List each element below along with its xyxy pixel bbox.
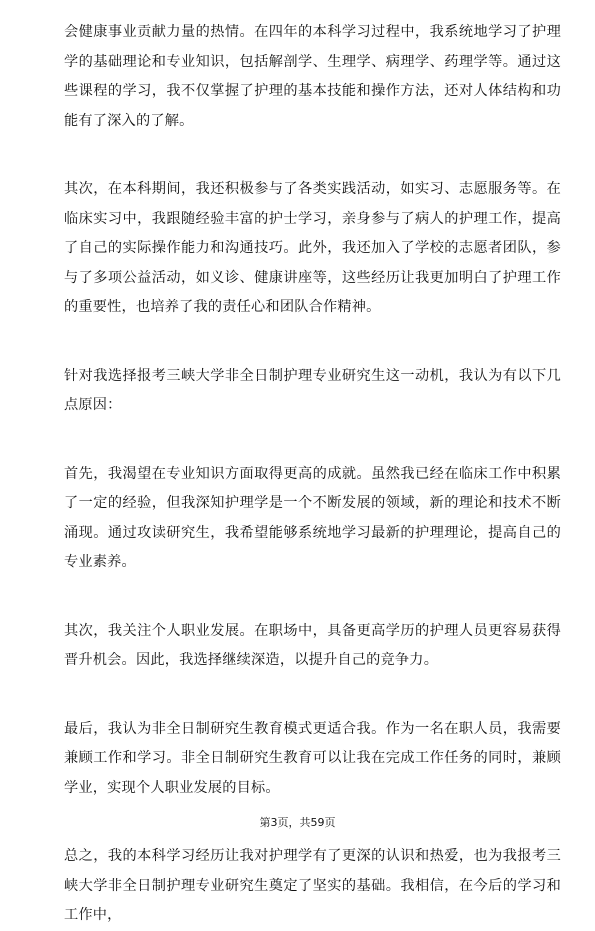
paragraph-6: 最后，我认为非全日制研究生教育模式更适合我。作为一名在职人员，我需要兼顾工作和学习。非全日制研究生教育可以让我在完成工作任务的同时，兼顾学业，实现个人职业发展的目标。 xyxy=(64,720,561,796)
page-number-footer: 第3页，共59页 xyxy=(259,816,336,829)
paragraph-3: 针对我选择报考三峡大学非全日制护理专业研究生这一动机，我认为有以下几点原因： xyxy=(64,367,561,413)
paragraph-7: 总之，我的本科学习经历让我对护理学有了更深的认识和热爱，也为我报考三峡大学非全日制护理专业研究生奠定了坚实的基础。我相信，在今后的学习和工作中， xyxy=(64,848,561,923)
paragraph-5: 其次，我关注个人职业发展。在职场中，具备更高学历的护理人员更容易获得晋升机会。因此，我选择继续深造，以提升自己的竞争力。 xyxy=(64,622,561,668)
paragraph-1: 会健康事业贡献力量的热情。在四年的本科学习过程中，我系统地学习了护理学的基础理论和专业知识，包括解剖学、生理学、病理学、药理学等。通过这些课程的学习，我不仅掌握了护理的基本技能和操作方法，还对人体结构和功能有了深入的了解。 xyxy=(64,24,561,129)
paragraph-4: 首先，我渴望在专业知识方面取得更高的成就。虽然我已经在临床工作中积累了一定的经验，但我深知护理学是一个不断发展的领域，新的理论和技术不断涌现。通过攻读研究生，我希望能够系统地学习最新的护理理论，提高自己的专业素养。 xyxy=(64,465,561,570)
paragraph-2: 其次，在本科期间，我还积极参与了各类实践活动，如实习、志愿服务等。在临床实习中，我跟随经验丰富的护士学习，亲身参与了病人的护理工作，提高了自己的实际操作能力和沟通技巧。此外，我还加入了学校的志愿者团队，参与了多项公益活动，如义诊、健康讲座等，这些经历让我更加明白了护理工作的重要性，也培养了我的责任心和团队合作精神。 xyxy=(64,181,561,315)
document-body xyxy=(64,18,561,931)
